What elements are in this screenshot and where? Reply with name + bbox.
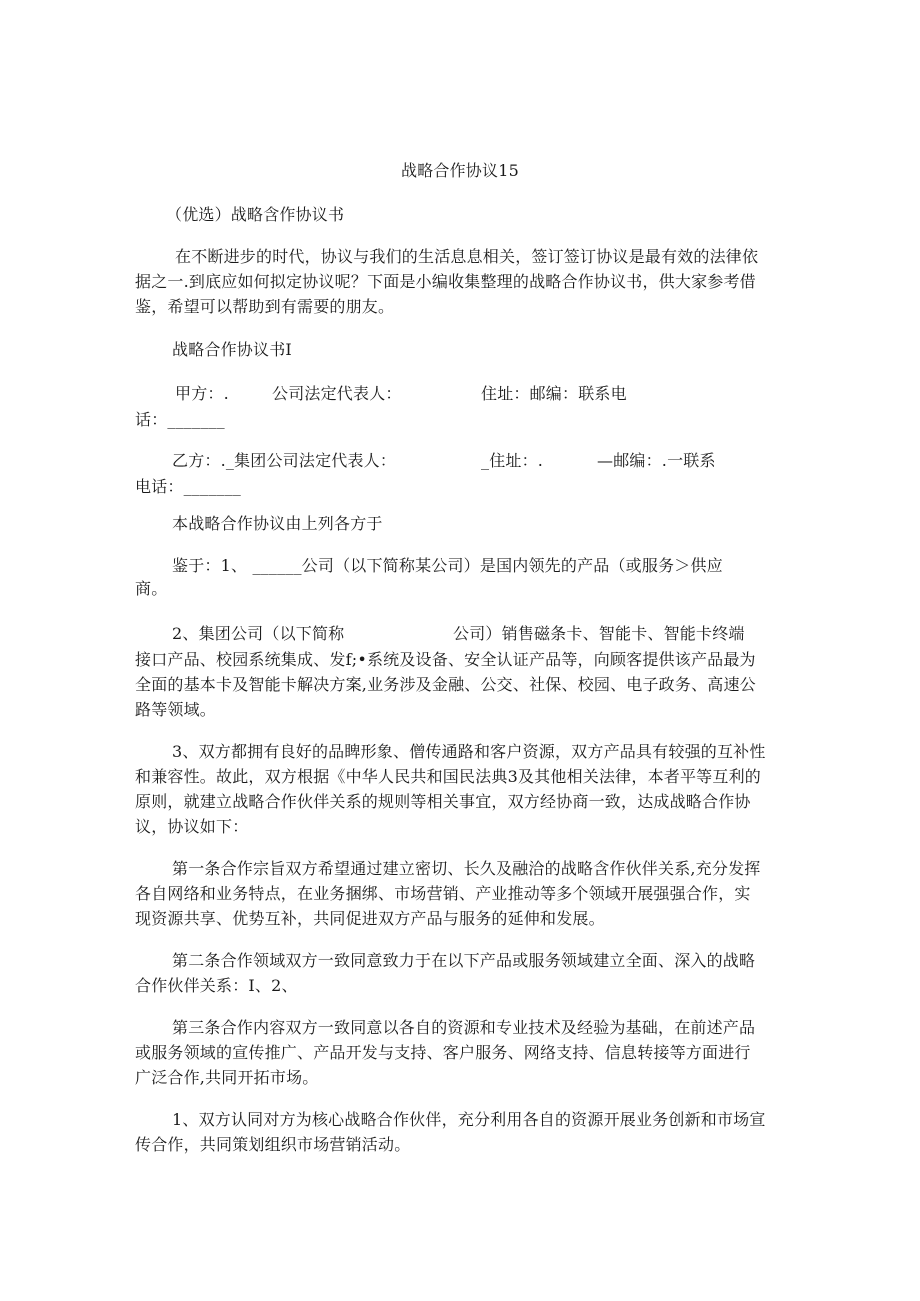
- article-1-line: 现资源共享、优势互补，共同促进双方产品与服务的延伸和发展。: [135, 909, 605, 928]
- party-a-phone: 话：_______: [135, 410, 225, 429]
- party-b-postcode: —邮编：.一联系: [597, 451, 716, 470]
- article-1-line: 各自网络和业务特点，在业务捆绑、市场营销、产业推动等多个领域开展强强合作，实: [135, 884, 751, 903]
- document-title: 战略合作协议15: [401, 161, 519, 180]
- article-3-line: 或服务领域的宣传推广、产品开发与支持、客户服务、网络支持、信息转接等方面进行: [135, 1043, 751, 1062]
- whereas-2-line: 路等领域。: [135, 700, 217, 719]
- whereas-1-line: 鉴于：1、 ______公司（以下简称某公司）是国内领先的产品（或服务＞供应: [172, 556, 723, 575]
- article-3-line: 广泛合作,共同开拓市场。: [135, 1068, 319, 1087]
- intro-line: 在不断进步的时代，协议与我们的生活息息相关，签订签订协议是最有效的法律依: [175, 247, 759, 266]
- section-heading: 战略合作协议书I: [172, 340, 292, 359]
- whereas-3-line: 3、双方都拥有良好的品睥形象、僧传通路和客户资源，双方产品具有较强的互补性: [172, 742, 766, 761]
- whereas-3-line: 原则，就建立战略合作伙伴关系的规则等相关事宜，双方经协商一致，达成战略合作协: [135, 792, 751, 811]
- whereas-2-line: 公司）销售磁条卡、智能卡、智能卡终端: [453, 624, 745, 643]
- party-a-label: 甲方：.: [175, 384, 229, 403]
- party-b-phone: 电话：_______: [135, 477, 242, 496]
- document-subtitle: （优选）战略含作协议书: [166, 205, 345, 224]
- article-2-line: 合作伙伴关系：I、2、: [135, 976, 298, 995]
- intro-line: 鉴，希望可以帮助到有需要的朋友。: [135, 297, 395, 316]
- article-1-line: 第一条合作宗旨双方希望通过建立密切、长久及融洽的战略含作伙伴关系,充分发挥: [172, 859, 761, 878]
- article-2-line: 第二条合作领域双方一致同意致力于在以下产品或服务领域建立全面、深入的战略: [172, 951, 756, 970]
- whereas-3-line: 和兼容性。故此，双方根据《中华人民共和国民法典3及其他相关法律，本者平等互利的: [135, 767, 761, 786]
- item-1-line: 传合作，共同策划组织市场营销活动。: [135, 1135, 411, 1154]
- party-a-representative: 公司法定代表人：: [272, 384, 402, 403]
- whereas-2-line: 2、集团公司（以下简称: [172, 624, 345, 643]
- party-b-label: 乙方：._集团公司法定代表人：: [172, 451, 397, 470]
- article-3-line: 第三条合作内容双方一致同意以各自的资源和专业技术及经验为基础，在前述产品: [172, 1018, 756, 1037]
- item-1-line: 1、双方认同对方为核心战略合作伙伴，充分利用各自的资源开展业务创新和市场宣: [172, 1110, 766, 1129]
- agreement-parties-line: 本战略合作协议由上列各方于: [172, 514, 383, 533]
- party-b-address: _住址：.: [481, 451, 544, 470]
- whereas-2-line: 接口产品、校园系统集成、发f;•系统及设备、安全认证产品等，向顾客提供该产品最为: [135, 650, 756, 669]
- whereas-3-line: 议，协议如下：: [135, 817, 249, 836]
- whereas-1-line: 商。: [135, 579, 168, 598]
- intro-line: 据之一.到底应如何拟定协议呢？下面是小编收集整理的战略合作协议书，供大家参考借: [135, 272, 756, 291]
- party-a-address: 住址：邮编：联系电: [481, 384, 627, 403]
- whereas-2-line: 全面的基本卡及智能卡解决方案,业务涉及金融、公交、社保、校园、电子政务、高速公: [135, 675, 756, 694]
